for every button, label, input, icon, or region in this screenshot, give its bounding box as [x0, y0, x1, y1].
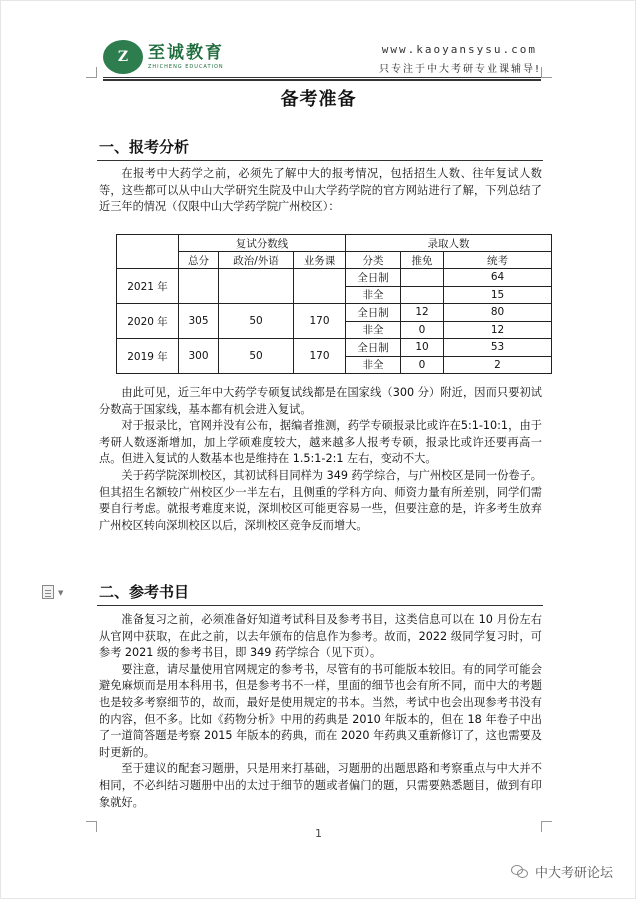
admission-table — [116, 234, 552, 374]
paragraph: 要注意，请尽量使用官网规定的参考书，尽管有的书可能版本较旧。有的同学可能会避免麻烦而是用本科用书，但是参考书不一样，里面的细节也会有所不同，而中大的考题也是较多考察细节的，故而，最好是使用规定的书本。当然，考试中也会出现参考书没有的内容，但不多。比如《药物分析》中用的药典是 2010 年版本的，但在 18 年卷子中出了一道简答题是考察 2015 年版本的药典，而在 2020 年药典又重新修订了，这也需要及时更新的。 — [99, 662, 542, 759]
exam-cell: 80 — [444, 304, 552, 322]
total-cell: 300 — [179, 339, 219, 374]
table-header-admit: 录取人数 — [346, 235, 552, 252]
table-header-blank — [117, 235, 179, 269]
col-type: 分类 — [346, 252, 401, 269]
type-cell: 非全 — [346, 356, 401, 374]
crop-mark-top-right — [541, 67, 552, 78]
col-exempt: 推免 — [401, 252, 444, 269]
paragraph: 准备复习之前，必须准备好知道考试科目及参考书目，这类信息可以在 10 月份左右从官网中获取，在此之前，以去年颁布的信息作为参考。故而，2022 级同学复习时，可参考 2021 级的参考书目，即 349 药学综合（见下页）。 — [99, 613, 542, 660]
table-header-retest: 复试分数线 — [179, 235, 346, 252]
site-url: www.kaoyansysu.com — [381, 43, 537, 56]
logo-mark: Z — [103, 40, 143, 74]
total-cell: 305 — [179, 304, 219, 339]
slogan: 只专注于中大考研专业课辅导! — [378, 64, 541, 75]
exam-cell: 2 — [444, 356, 552, 374]
exam-cell: 15 — [444, 286, 552, 304]
header-rule — [103, 77, 541, 78]
section1-heading: 一、报考分析 — [99, 138, 190, 156]
table-row — [117, 339, 552, 357]
header-rule-thick — [103, 79, 541, 81]
type-cell: 非全 — [346, 321, 401, 339]
section1-rule — [97, 160, 543, 161]
logo-english: ZHICHENG EDUCATION — [148, 64, 224, 70]
col-politics: 政治/外语 — [219, 252, 294, 269]
watermark-text: 中大考研论坛 — [534, 866, 613, 881]
col-exam: 统考 — [444, 252, 552, 269]
exempt-cell — [401, 269, 444, 287]
col-total: 总分 — [179, 252, 219, 269]
document-icon[interactable] — [42, 585, 54, 599]
exempt-cell: 10 — [401, 339, 444, 357]
paragraph: 对于报录比，官网并没有公布，据编者推测，药学专硕报录比或许在5:1-10:1，由于考研人数逐渐增加，加上学硕难度较大，越来越多人报考专硕，报录比或许还要再高一点。但进入复试的人数基本也是维持在 1.5:1-2:1 左右，变动不大。 — [99, 419, 542, 466]
politics-cell: 50 — [219, 339, 294, 374]
exempt-cell: 0 — [401, 321, 444, 339]
major-cell — [294, 269, 346, 304]
year-cell: 2019 年 — [117, 339, 179, 374]
paragraph: 关于药学院深圳校区，其初试科目同样为 349 药学综合，与广州校区是同一份卷子。但其招生名额较广州校区少一半左右，且侧重的学科方向、师资力量有所差别，同学们需要自行考虑。就报考难度来说，深圳校区可能更容易一些，但要注意的是，许多考生放弃广州校区转向深圳校区以后，深圳校区竞争反而增大。 — [99, 468, 542, 532]
intro-paragraph: 在报考中大药学之前，必须先了解中大的报考情况，包括招生人数、往年复试人数等，这些都可以从中山大学研究生院及中山大学药学院的官方网站进行了解，下列总结了近三年的情况（仅限中山大学药学院广州校区）： — [99, 167, 542, 214]
exam-cell: 12 — [444, 321, 552, 339]
politics-cell: 50 — [219, 304, 294, 339]
col-major: 业务课 — [294, 252, 346, 269]
section1-body — [99, 385, 542, 534]
exempt-cell: 0 — [401, 356, 444, 374]
major-cell: 170 — [294, 304, 346, 339]
total-cell — [179, 269, 219, 304]
page-number: 1 — [315, 827, 322, 840]
major-cell: 170 — [294, 339, 346, 374]
table-header-row-2 — [117, 252, 552, 269]
page-title: 备考准备 — [280, 89, 357, 110]
logo — [103, 40, 224, 74]
exam-cell: 64 — [444, 269, 552, 287]
logo-text — [148, 44, 224, 70]
type-cell: 全日制 — [346, 304, 401, 322]
wechat-icon — [511, 865, 529, 879]
section2-rule — [97, 605, 543, 606]
paragraph: 由此可见，近三年中大药学专硕复试线都是在国家线（300 分）附近，因而只要初试分数高于国家线，基本都有机会进入复试。 — [99, 386, 542, 416]
chevron-down-icon[interactable]: ▼ — [58, 589, 64, 597]
table-header-row-1 — [117, 235, 552, 252]
table-row — [117, 269, 552, 287]
section1-intro — [99, 166, 542, 216]
watermark — [511, 862, 613, 881]
year-cell: 2021 年 — [117, 269, 179, 304]
type-cell: 非全 — [346, 286, 401, 304]
year-cell: 2020 年 — [117, 304, 179, 339]
exam-cell: 53 — [444, 339, 552, 357]
table-row — [117, 304, 552, 322]
crop-mark-top-left — [86, 67, 97, 78]
type-cell: 全日制 — [346, 269, 401, 287]
politics-cell — [219, 269, 294, 304]
section2-heading: 二、参考书目 — [99, 583, 190, 601]
exempt-cell — [401, 286, 444, 304]
type-cell: 全日制 — [346, 339, 401, 357]
logo-name: 至诚教育 — [148, 43, 224, 63]
section2-body — [99, 612, 542, 811]
paragraph: 至于建议的配套习题册，只是用来打基础，习题册的出题思路和考察重点与中大并不相同，不必纠结习题册中出的太过于细节的题或者偏门的题，只需要熟悉题目，做到有印象就好。 — [99, 762, 542, 809]
exempt-cell: 12 — [401, 304, 444, 322]
